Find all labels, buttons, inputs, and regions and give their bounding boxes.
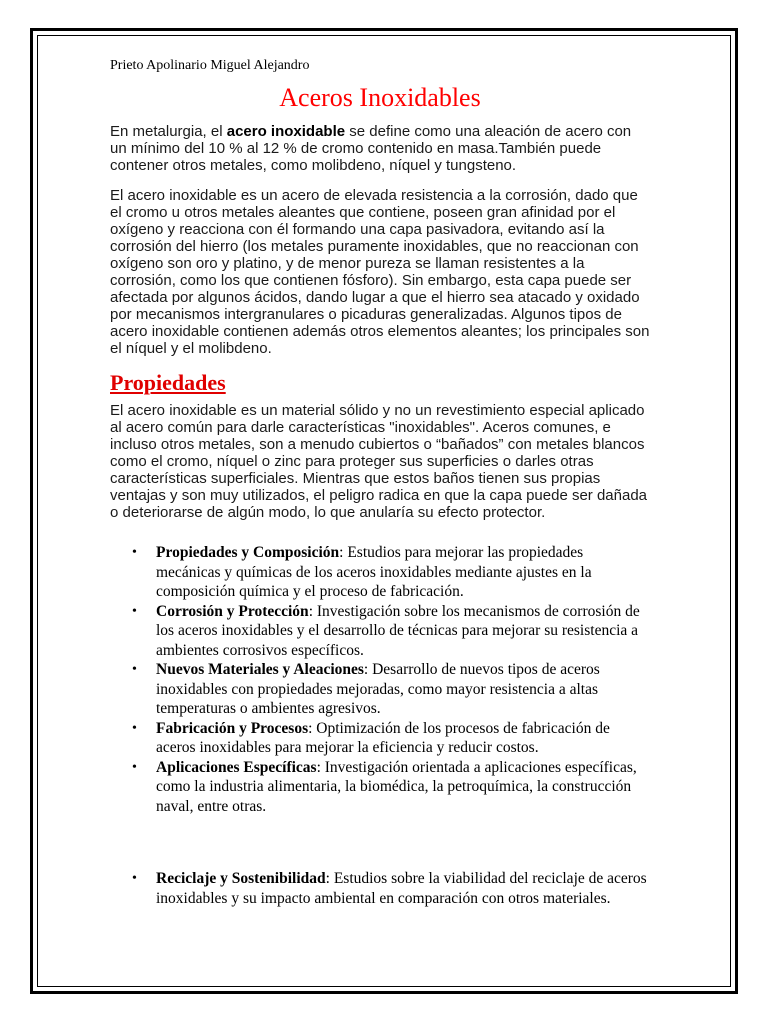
recycling-list xyxy=(110,869,650,908)
list-item-desc: : Investigación orientada a aplicaciones específicas, como la industria alimentaria, la biomédica, la petroquímica, la construcción naval, entre otras. xyxy=(156,758,637,815)
author-name: Prieto Apolinario Miguel Alejandro xyxy=(110,58,310,73)
list-item xyxy=(110,869,650,908)
document-body xyxy=(110,58,650,908)
list-item-desc: : Investigación sobre los mecanismos de corrosión de los aceros inoxidables y el desarrollo de técnicas para mejorar su resistencia a ambientes corrosivos específicos. xyxy=(156,602,640,659)
list-item xyxy=(110,543,650,602)
intro-paragraph xyxy=(110,123,650,174)
bullet-icon: • xyxy=(132,871,137,886)
list-item xyxy=(110,719,650,758)
bullet-icon: • xyxy=(132,545,137,560)
list-item xyxy=(110,602,650,661)
list-item-desc: : Optimización de los procesos de fabricación de aceros inoxidables para mejorar la eficiencia y reducir costos. xyxy=(156,719,610,756)
list-item-desc: : Desarrollo de nuevos tipos de aceros inoxidables con propiedades mejoradas, como mayor resistencia a altas temperaturas o ambientes agresivos. xyxy=(156,661,600,717)
bullet-icon: • xyxy=(132,759,137,775)
list-item-desc: : Estudios para mejorar las propiedades mecánicas y químicas de los aceros inoxidables mediante ajustes en la composición química y el proceso de fabricación. xyxy=(156,544,592,600)
list-item-term: Corrosión y Protección xyxy=(156,602,309,620)
properties-paragraph: El acero inoxidable es un material sólido y no un revestimiento especial aplicado al acero común para darle características "inoxidables". Aceros comunes, e incluso otros metales, son a menudo cubiertos o “bañados” con metales blancos como el cromo, níquel o zinc para proteger sus superficies o darles otras características superficiales. Mientras que estos baños tienen sus propias ventajas y son muy utilizados, el peligro radica en que la capa puede ser dañada o deteriorarse de algún modo, lo que anularía su efecto protector. xyxy=(110,402,648,521)
list-item-term: Reciclaje y Sostenibilidad xyxy=(156,870,326,887)
document-title: Aceros Inoxidables xyxy=(279,83,481,112)
bullet-icon: • xyxy=(132,603,137,619)
list-item-desc: : Estudios sobre la viabilidad del reciclaje de aceros inoxidables y su impacto ambiental en comparación con otros materiales. xyxy=(156,870,647,907)
bullet-icon: • xyxy=(132,720,137,736)
research-areas-list xyxy=(110,543,650,816)
bullet-icon: • xyxy=(132,662,137,677)
list-item-term: Aplicaciones Específicas xyxy=(156,758,317,776)
list-item-term: Propiedades y Composición xyxy=(156,544,340,561)
section-heading-propiedades: Propiedades xyxy=(110,370,226,395)
corrosion-paragraph: El acero inoxidable es un acero de elevada resistencia a la corrosión, dado que el cromo u otros metales aleantes que contiene, poseen gran afinidad por el oxígeno y reacciona con él formando una capa pasivadora, evitando así la corrosión del hierro (los metales puramente inoxidables, que no reaccionan con oxígeno son oro y platino, y de menor pureza se llaman resistentes a la corrosión, como los que contienen fósforo). Sin embargo, esta capa puede ser afectada por algunos ácidos, dando lugar a que el hierro sea atacado y oxidado por mecanismos intergranulares o picaduras generalizadas. Algunos tipos de acero inoxidable contienen además otros elementos aleantes; los principales son el níquel y el molibdeno. xyxy=(110,187,650,357)
list-item-term: Nuevos Materiales y Aleaciones xyxy=(156,661,364,678)
intro-bold-term: acero inoxidable xyxy=(226,123,346,140)
list-item xyxy=(110,660,650,719)
list-item-term: Fabricación y Procesos xyxy=(156,719,309,737)
intro-text-before: En metalurgia, el xyxy=(110,123,227,140)
intro-text-after: se define como una aleación de acero con un mínimo del 10 % al 12 % de cromo contenido en masa.También puede contener otros metales, como molibdeno, níquel y tungsteno. xyxy=(110,123,632,174)
list-item xyxy=(110,758,650,817)
